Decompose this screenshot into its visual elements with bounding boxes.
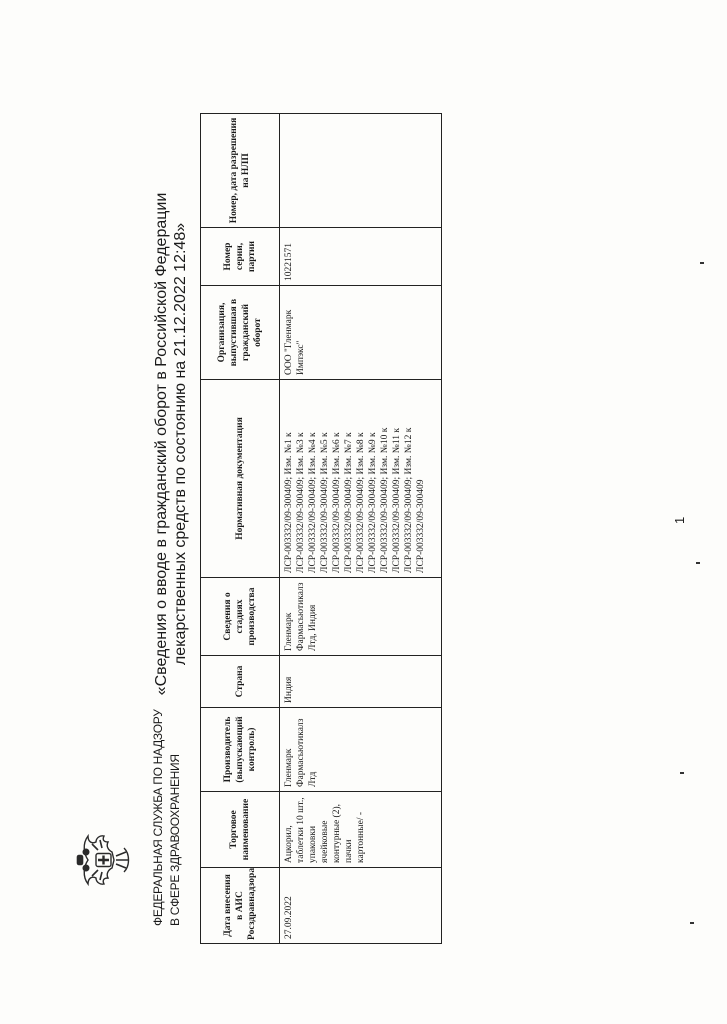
cell-stages: Гленмарк Фармасьютикалз Лтд, Индия [280,578,442,656]
registry-table [200,113,442,944]
col-header-organization: Организация, выпустившая в гражданский оборот [201,286,280,380]
cell-organization: ООО "Гленмарк Импэкс" [280,286,442,380]
col-header-stages: Сведения о стадиях производства [201,578,280,656]
cell-country: Индия [280,656,442,708]
agency-line-2: В СФЕРЕ ЗДРАВООХРАНЕНИЯ [168,754,182,926]
doc-line: ЛСР-003332/09-300409; Изм. №7 к [344,432,354,573]
col-header-documentation: Нормативная документация [201,380,280,578]
doc-line: ЛСР-003332/09-300409; Изм. №3 к [296,432,306,573]
cell-documentation [280,380,442,578]
col-header-country: Страна [201,656,280,708]
col-header-trade-name: Торговое наименование [201,792,280,868]
col-header-manufacturer: Производитель (выпускающий контроль) [201,708,280,792]
title-line-1: «Сведения о вводе в гражданский оборот в Российской Федерации [153,192,170,696]
doc-line: ЛСР-003332/09-300409; Изм. №1 к [284,432,294,573]
agency-line-1: ФЕДЕРАЛЬНАЯ СЛУЖБА ПО НАДЗОРУ [151,709,165,926]
double-headed-eagle-emblem-icon [74,830,134,890]
cell-date: 27.09.2022 [280,868,442,944]
scan-speck [700,262,704,264]
document-title [152,164,190,724]
cell-permit [280,114,442,228]
table-row [280,114,442,944]
page-number: 1 [672,516,687,524]
agency-name [150,709,184,926]
doc-line: ЛСР-003332/09-300409; Изм. №12 к [404,427,414,573]
doc-line: ЛСР-003332/09-300409; Изм. №9 к [368,432,378,573]
doc-line: ЛСР-003332/09-300409 [416,479,426,573]
scan-speck [696,562,700,564]
table-header-row [201,114,280,944]
cell-batch: 10221571 [280,228,442,286]
doc-line: ЛСР-003332/09-300409; Изм. №11 к [392,428,402,573]
cell-trade-name: Ацкорил, таблетки 10 шт., упаковки ячейковые контурные (2), пачки картонные/ - [280,792,442,868]
doc-line: ЛСР-003332/09-300409; Изм. №5 к [320,432,330,573]
title-line-2: лекарственных средств по состоянию на 21.12.2022 12:48» [172,222,189,666]
doc-line: ЛСР-003332/09-300409; Изм. №10 к [380,427,390,573]
scan-speck [680,772,684,774]
col-header-permit: Номер, дата разрешения на НЛП [201,114,280,228]
doc-line: ЛСР-003332/09-300409; Изм. №4 к [308,432,318,573]
doc-line: ЛСР-003332/09-300409; Изм. №6 к [332,432,342,573]
doc-line: ЛСР-003332/09-300409; Изм. №8 к [356,432,366,573]
scan-speck [690,922,694,924]
cell-manufacturer: Гленмарк Фармасьютикалз Лтд [280,708,442,792]
col-header-batch: Номер серии, партии [201,228,280,286]
col-header-date: Дата внесения в АИС Росздравнадзора [201,868,280,944]
